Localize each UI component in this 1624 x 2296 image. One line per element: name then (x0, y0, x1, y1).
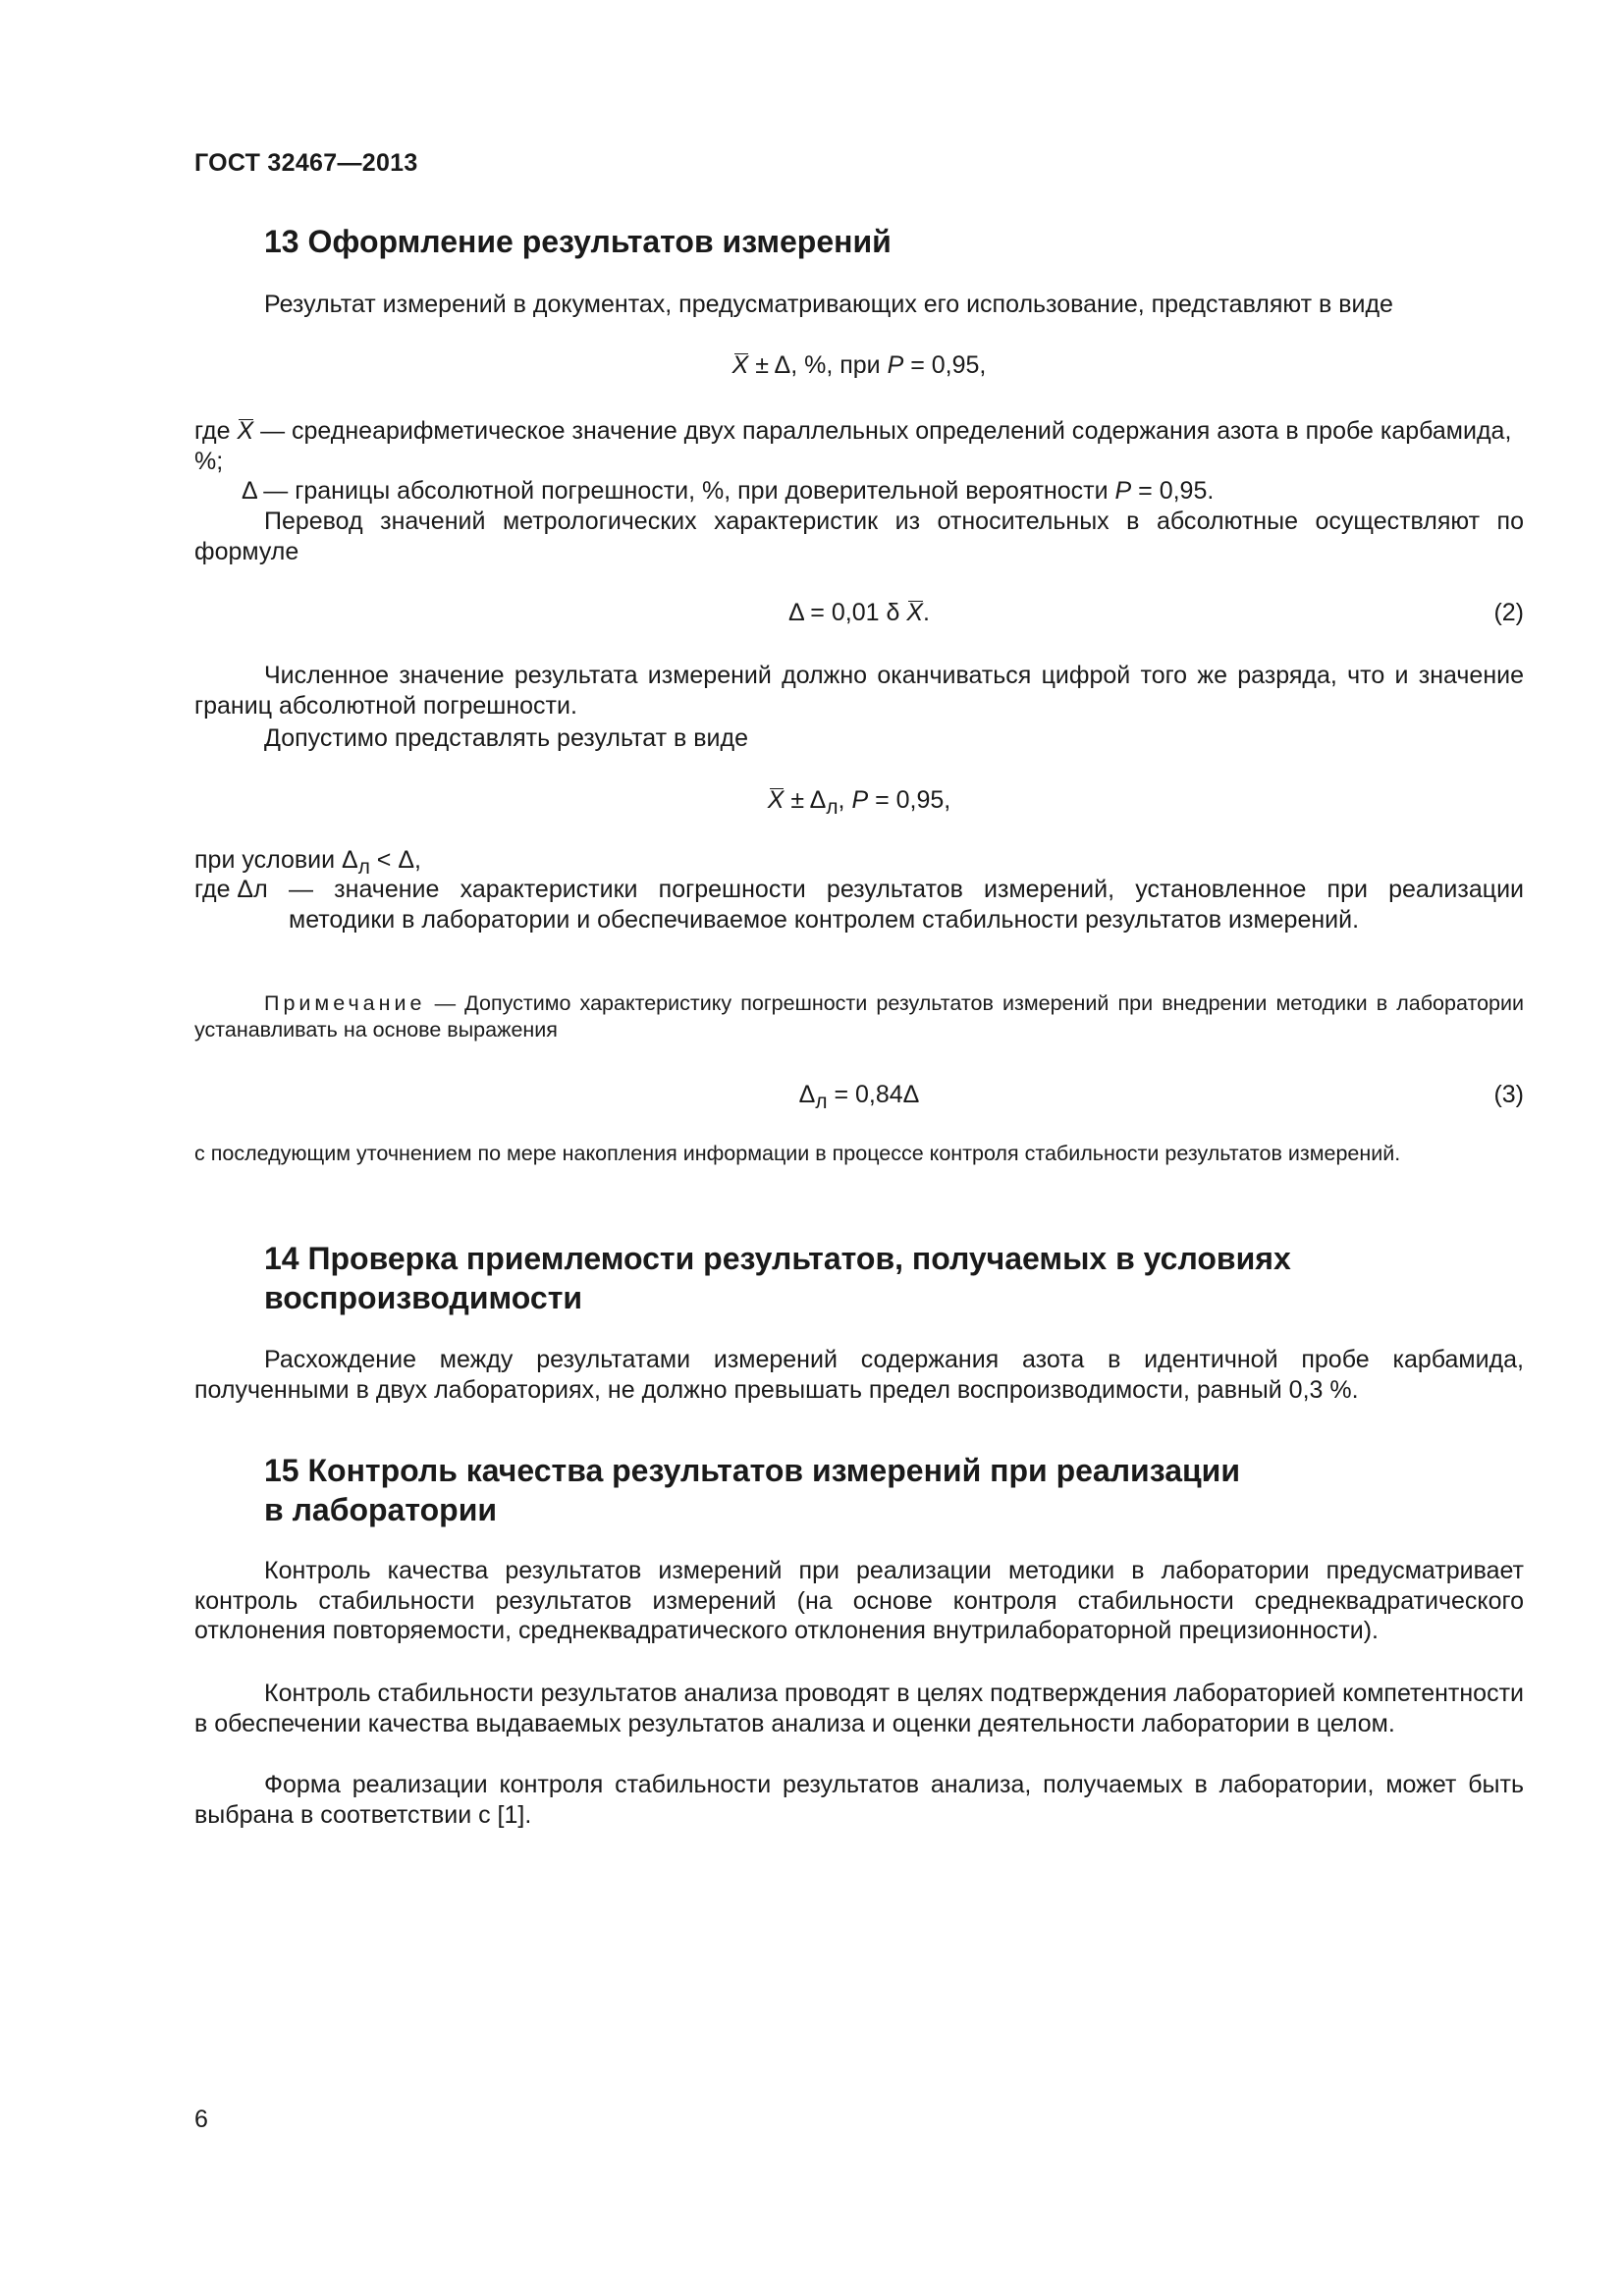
section-14-title-line-2: воспроизводимости (264, 1280, 583, 1315)
s13-paragraph-4: Допустимо представлять результат в виде (264, 724, 748, 752)
note-continuation: с последующим уточнением по мере накопления информации в процессе контроля стабильности результатов измерений. (194, 1142, 1401, 1165)
where-block-2 (194, 875, 1524, 934)
where-row-delta-l (194, 875, 1524, 934)
document-code: ГОСТ 32467—2013 (194, 149, 418, 177)
section-14-title-line-1: 14 Проверка приемлемости результатов, получаемых в условиях (264, 1241, 1291, 1276)
note-block: Примечание — Допустимо характеристику погрешности результатов измерений при внедрении методики в лаборатории устанавливать на основе выражения (194, 991, 1524, 1041)
section-13-title: 13 Оформление результатов измерений (264, 224, 892, 259)
formula-result: X ± Δ, %, при P = 0,95, (731, 351, 987, 379)
section-15-title-line-1: 15 Контроль качества результатов измерений при реализации (264, 1453, 1240, 1488)
section-15-title-line-2: в лаборатории (264, 1492, 498, 1527)
where-desc-delta-l: — значение характеристики погрешности результатов измерений, установленное при реализации методики в лаборатории и обеспечиваемое контролем стабильности результатов измерений. (289, 876, 1524, 934)
x-bar-symbol: X (237, 417, 254, 445)
s15-paragraph-1: Контроль качества результатов измерений при реализации методики в лаборатории предусматривает контроль стабильности результатов измерений (на основе контроля стабильности среднеквадратического отклонения повторяемости, среднеквадратического отклонения внутрилабораторной прецизионности). (194, 1557, 1524, 1644)
formula-3: $\Delta_л = 0,84\Delta$ (3) (798, 1081, 1524, 1113)
formula-2: Δ = 0,01 δ X. (2) (788, 599, 1524, 626)
s15-paragraph-2: Контроль стабильности результатов анализа проводят в целях подтверждения лабораторией компетентности в обеспечении качества выдаваемых результатов анализа и оценки деятельности лаборатории в целом. (194, 1680, 1524, 1737)
where-row-x: где X — среднеарифметическое значение двух параллельных определений содержания азота в пробе карбамида, %; (194, 417, 1512, 475)
where-term-delta-l: где Δл (194, 876, 268, 903)
equation-number-3: (3) (1493, 1081, 1524, 1108)
x-bar-symbol: X (906, 599, 923, 626)
note-label: Примечание (264, 991, 426, 1015)
where-block-1 (194, 416, 1524, 507)
s14-paragraph-1: Расхождение между результатами измерений содержания азота в идентичной пробе карбамида, полученными в двух лабораториях, не должно превышать предел воспроизводимости, равный 0,3 %. (194, 1346, 1524, 1404)
condition-line: при условии $\Delta_л < \Delta$, (194, 846, 421, 879)
where-row-delta: Δ — границы абсолютной погрешности, %, при доверительной вероятности P = 0,95. (242, 477, 1215, 505)
page-number: 6 (194, 2106, 208, 2133)
s15-paragraph-3: Форма реализации контроля стабильности результатов анализа, получаемых в лаборатории, может быть выбрана в соответствии с [1]. (194, 1771, 1524, 1829)
x-bar-symbol: X (731, 351, 749, 379)
x-bar-symbol: X (767, 786, 785, 814)
formula-lab-result: $X \pm \Delta_л$, P = 0,95, (767, 786, 951, 819)
s13-paragraph-2: Перевод значений метрологических характеристик из относительных в абсолютные осуществляют по формуле (194, 507, 1524, 565)
s13-paragraph-1: Результат измерений в документах, предусматривающих его использование, представляют в виде (264, 291, 1393, 318)
equation-number-2: (2) (1493, 599, 1524, 626)
s13-paragraph-3: Численное значение результата измерений должно оканчиваться цифрой того же разряда, что и значение границ абсолютной погрешности. (194, 662, 1524, 720)
